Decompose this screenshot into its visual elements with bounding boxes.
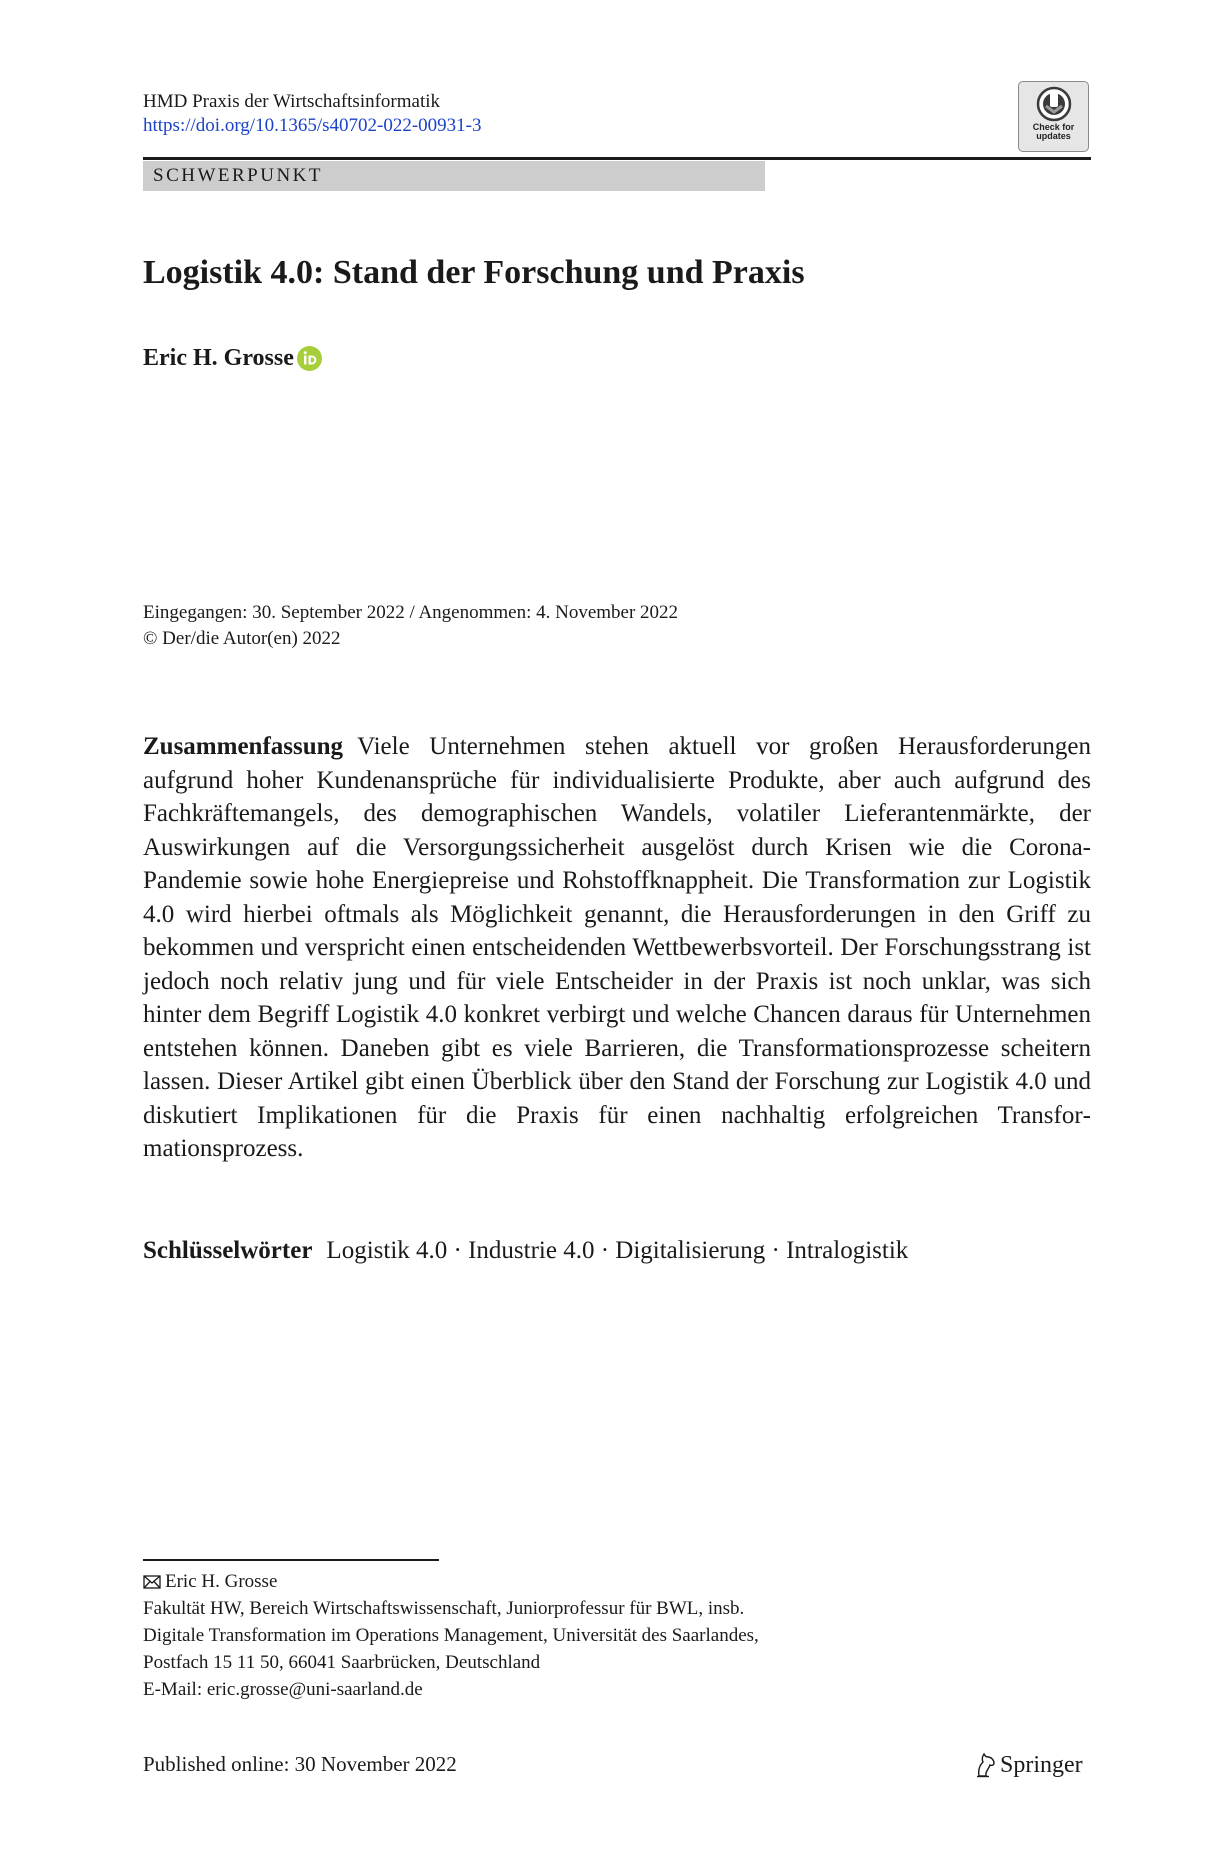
received-accepted: Eingegangen: 30. September 2022 / Angenommen: 4. November 2022 — [143, 602, 679, 623]
article-title: Logistik 4.0: Stand der Forschung und Praxis — [143, 254, 805, 291]
published-online: Published online: 30 November 2022 — [143, 1752, 457, 1776]
affiliation-line: Postfach 15 11 50, 66041 Saarbrücken, Deutschland — [143, 1652, 541, 1673]
keywords — [143, 1234, 908, 1268]
author-line — [143, 343, 322, 373]
affiliation-line: Fakultät HW, Bereich Wirtschaftswissenschaft, Juniorprofessur für BWL, insb. — [143, 1598, 745, 1619]
keywords-label: Schlüsselwörter — [143, 1237, 313, 1264]
crossmark-label: Check for updates — [1032, 122, 1075, 141]
publisher-logo — [975, 1750, 1083, 1780]
abstract — [143, 730, 1091, 1166]
orcid-icon[interactable] — [297, 346, 322, 371]
springer-horse-icon — [975, 1752, 997, 1778]
envelope-icon — [143, 1575, 161, 1589]
footnote-rule — [143, 1559, 439, 1561]
article-dates — [143, 600, 678, 652]
copyright: © Der/die Autor(en) 2022 — [143, 628, 341, 649]
keywords-text: Logistik 4.0 · Industrie 4.0 · Digitalisierung · Intralogistik — [326, 1237, 909, 1264]
abstract-label: Zusammenfassung — [143, 733, 344, 760]
contact-author-name: Eric H. Grosse — [165, 1571, 278, 1592]
journal-name: HMD Praxis der Wirtschaftsinformatik — [143, 91, 441, 112]
check-for-updates-badge[interactable] — [1018, 81, 1089, 152]
author-name: Eric H. Grosse — [143, 345, 294, 371]
publisher-name: Springer — [1000, 1752, 1083, 1778]
section-label: SCHWERPUNKT — [143, 161, 765, 191]
author-affiliation — [143, 1568, 759, 1703]
doi-link[interactable]: https://doi.org/10.1365/s40702-022-00931-3 — [143, 115, 482, 136]
author-email[interactable]: E-Mail: eric.grosse@uni-saarland.de — [143, 1679, 423, 1700]
affiliation-line: Digitale Transformation im Operations Management, Universität des Saarlandes, — [143, 1625, 759, 1646]
abstract-text: Viele Unternehmen stehen aktuell vor großen Herausforderungen aufgrund hoher Kundenansprüche für individualisierte Produkte, aber auch aufgrund des Fachkräftemangels, des demographischen Wandels, volatiler Lieferantenmärkte, der Auswirkungen auf die Versorgungssicherheit ausgelöst durch Krisen wie die Corona-Pandemie sowie hohe Energiepreise und Rohstoffknappheit. Die Transformation zur Logistik 4.0 wird hierbei oftmals als Möglichkeit genannt, die Herausforderungen in den Griff zu bekommen und verspricht einen entscheidenden Wettbewerbsvorteil. Der Forschungsstrang ist jedoch noch relativ jung und für viele Entscheider in der Praxis ist noch unklar, was sich hinter dem Begriff Logistik 4.0 konkret verbirgt und welche Chancen daraus für Unternehmen entstehen können. Daneben gibt es viele Barrieren, die Transformationsprozesse scheitern lassen. Dieser Artikel gibt einen Überblick über den Stand der Forschung zur Logistik 4.0 und diskutiert Implikationen für die Praxis für einen nachhaltig erfolgreichen Transformationsprozess. — [143, 733, 1091, 1162]
crossmark-icon — [1036, 86, 1072, 122]
header-rule — [143, 157, 1091, 160]
